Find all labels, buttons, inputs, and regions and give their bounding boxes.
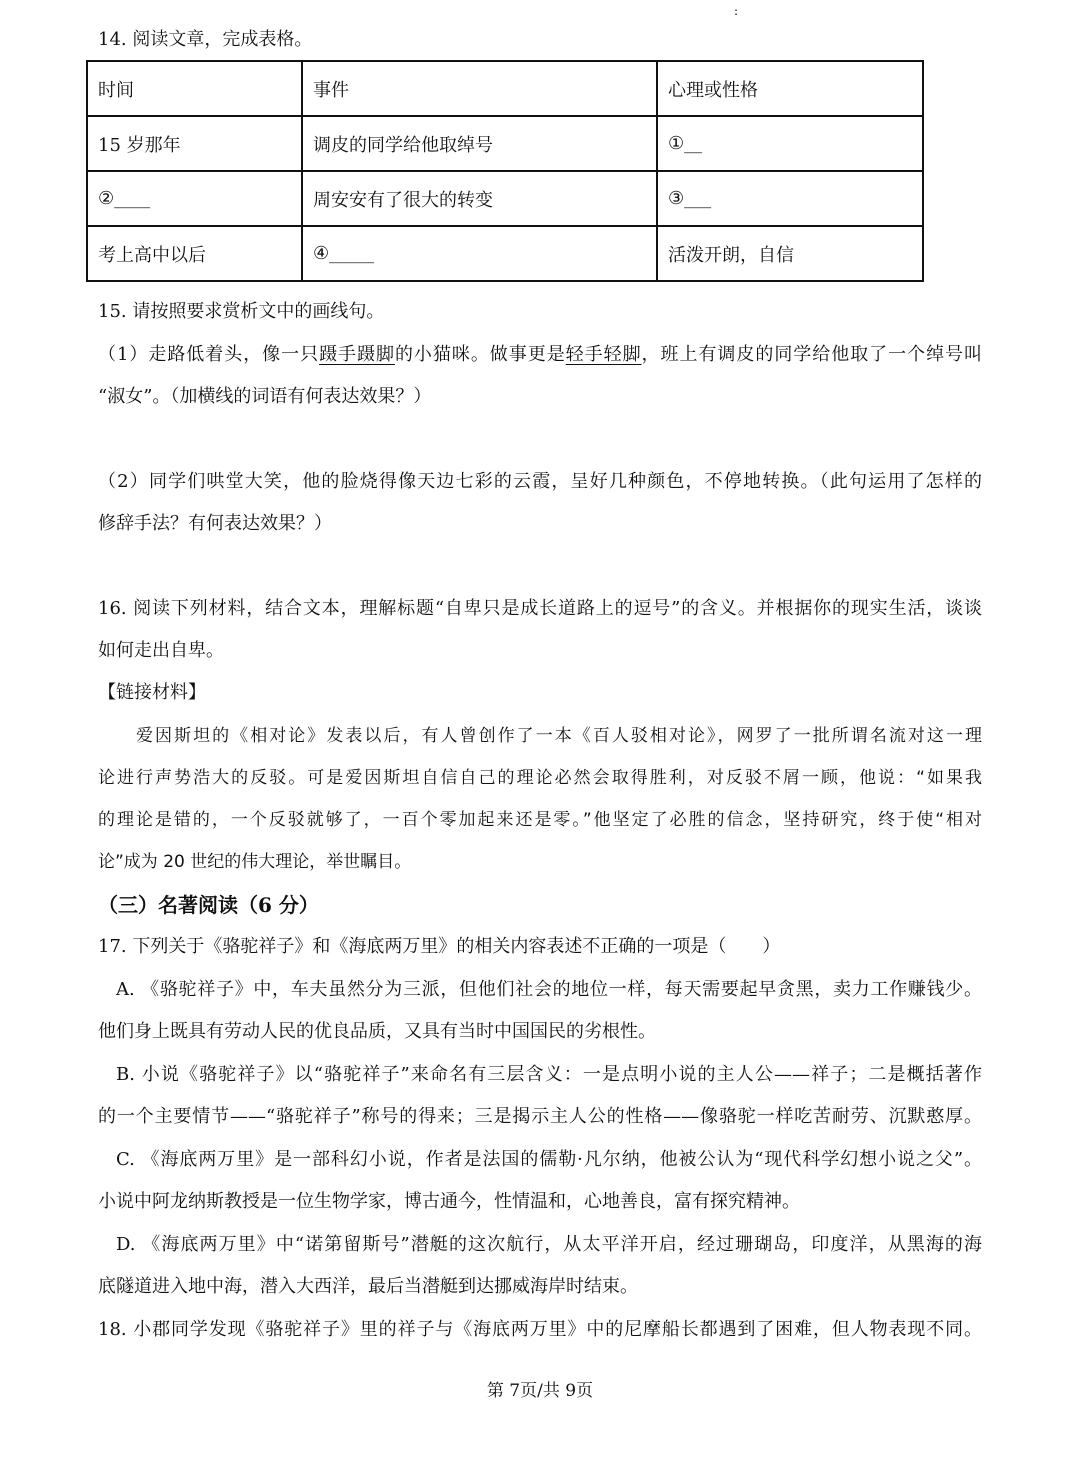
- table-header: 事件: [302, 61, 657, 116]
- material-line: 的理论是错的，一个反驳就够了，一百个零加起来还是零。”他坚定了必胜的信念，坚持研究，终于使“相对: [98, 810, 982, 830]
- page-number: 第 7页/共 9页: [486, 1381, 594, 1401]
- table-cell: ③___: [657, 171, 923, 226]
- q15-part2-line: 修辞手法？有何表达效果？）: [98, 513, 332, 534]
- q15-part1-line: [98, 343, 982, 367]
- scan-mark: :: [734, 4, 739, 18]
- table-header-row: [87, 61, 923, 116]
- table-cell: 15 岁那年: [87, 116, 302, 171]
- q18-line: 18. 小郡同学发现《骆驼祥子》里的祥子与《海底两万里》中的尼摩船长都遇到了困难，但人物表现不同。: [98, 1319, 982, 1340]
- table-cell: 周安安有了很大的转变: [302, 171, 657, 226]
- q16-line: 16. 阅读下列材料，结合文本，理解标题“自卑只是成长道路上的逗号”的含义。并根据你的现实生活，谈谈: [98, 598, 982, 619]
- table-row: [87, 116, 923, 171]
- option-d: D. 《海底两万里》中“诺第留斯号”潜艇的这次航行，从太平洋开启，经过珊瑚岛，印度洋，从黑海的海: [116, 1234, 982, 1255]
- material-label: 【链接材料】: [98, 682, 206, 703]
- q14-title: 14. 阅读文章，完成表格。: [98, 29, 313, 50]
- table-cell: 调皮的同学给他取绰号: [302, 116, 657, 171]
- text: （1）走路低着头，像一只: [98, 344, 320, 365]
- q16-line: 如何走出自卑。: [98, 640, 224, 661]
- option-a-cont: 他们身上既具有劳动人民的优良品质，又具有当时中国国民的劣根性。: [98, 1021, 656, 1042]
- q15-title: 15. 请按照要求赏析文中的画线句。: [98, 301, 385, 322]
- option-c: C. 《海底两万里》是一部科幻小说，作者是法国的儒勒·凡尔纳，他被公认为“现代科学幻想小说之父”。: [116, 1149, 982, 1170]
- option-a: A. 《骆驼祥子》中，车夫虽然分为三派，但他们社会的地位一样，每天需要起早贪黑，卖力工作赚钱少。: [116, 979, 982, 1000]
- q14-table: [86, 60, 924, 282]
- option-c-cont: 小说中阿龙纳斯教授是一位生物学家，博古通今，性情温和，心地善良，富有探究精神。: [98, 1191, 800, 1212]
- text: 的小猫咪。做事更是: [394, 344, 566, 365]
- table-cell: ②____: [87, 171, 302, 226]
- table-cell: ④_____: [302, 226, 657, 281]
- table-cell: 考上高中以后: [87, 226, 302, 281]
- q17-title: 17. 下列关于《骆驼祥子》和《海底两万里》的相关内容表述不正确的一项是（ ）: [98, 936, 781, 957]
- table-header: 时间: [87, 61, 302, 116]
- table-row: [87, 171, 923, 226]
- option-b-cont: 的一个主要情节——“骆驼祥子”称号的得来；三是揭示主人公的性格——像骆驼一样吃苦耐劳、沉默憨厚。: [98, 1106, 982, 1127]
- option-d-cont: 底隧道进入地中海，潜入大西洋，最后当潜艇到达挪威海岸时结束。: [98, 1276, 638, 1297]
- q15-part1-line: “淑女”。（加横线的词语有何表达效果？）: [98, 386, 432, 407]
- section-heading: （三）名著阅读（6 分）: [98, 893, 319, 917]
- q15-part2-line: （2）同学们哄堂大笑，他的脸烧得像天边七彩的云霞，呈好几种颜色，不停地转换。（此句运用了怎样的: [98, 471, 982, 492]
- material-line: 爱因斯坦的《相对论》发表以后，有人曾创作了一本《百人驳相对论》，网罗了一批所谓名流对这一理: [136, 726, 982, 746]
- table-cell: ①__: [657, 116, 923, 171]
- underlined-phrase: 蹑手蹑脚: [319, 344, 395, 365]
- material-line: 论”成为 20 世纪的伟大理论，举世瞩目。: [98, 852, 412, 872]
- text: ，班上有调皮的同学给他取了一个绰号叫: [641, 344, 983, 365]
- option-b: B. 小说《骆驼祥子》以“骆驼祥子”来命名有三层含义：一是点明小说的主人公——祥子；二是概括著作: [116, 1064, 982, 1085]
- table-cell: 活泼开朗，自信: [657, 226, 923, 281]
- underlined-phrase: 轻手轻脚: [565, 344, 642, 365]
- material-line: 论进行声势浩大的反驳。可是爱因斯坦自信自己的理论必然会取得胜利，对反驳不屑一顾，他说：“如果我: [98, 768, 982, 788]
- table-row: [87, 226, 923, 281]
- table-header: 心理或性格: [657, 61, 923, 116]
